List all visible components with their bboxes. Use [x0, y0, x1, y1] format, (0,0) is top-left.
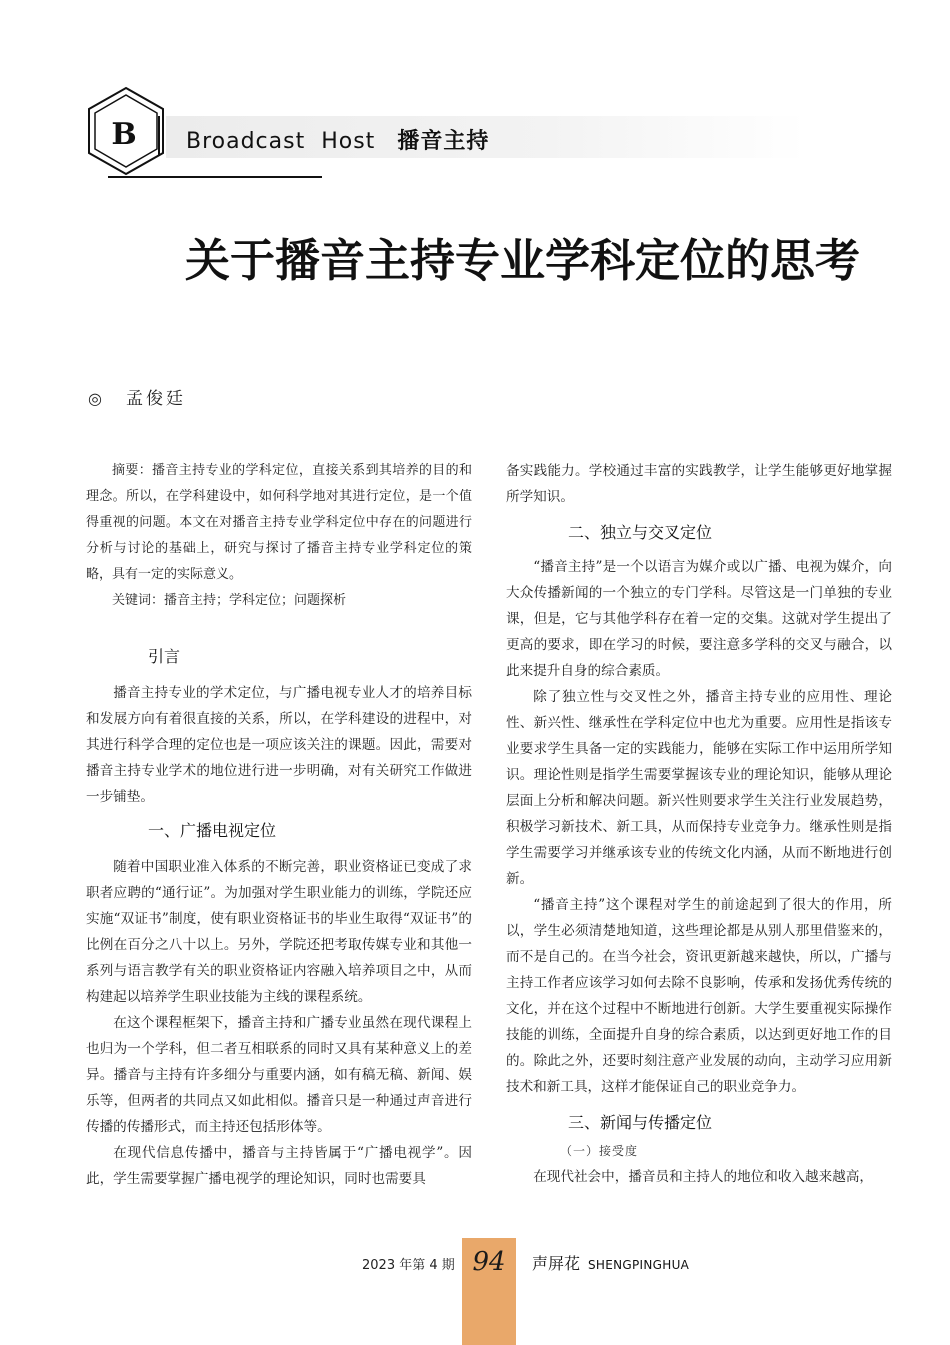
intro-heading: 引言	[148, 647, 181, 666]
byline	[88, 384, 186, 409]
issue-label: 2023 年第 4 期	[362, 1258, 455, 1273]
section-1-heading: 一、广播电视定位	[148, 821, 277, 840]
left-column	[86, 458, 472, 1192]
paragraph: 随着中国职业准入体系的不断完善，职业资格证已变成了求职者应聘的“通行证”。为加强对学生职业能力的训练，学院还应实施“双证书”制度，使有职业资格证书的毕业生取得“双证书”的比例在百分之八十以上。另外，学院还把考取传媒专业和其他一系列与语言教学有关的职业资格证内容融入培养项目之中，从而构建起以培养学生职业技能为主线的课程系统。	[86, 859, 472, 1005]
paragraph: 备实践能力。学校通过丰富的实践教学，让学生能够更好地掌握所学知识。	[506, 463, 892, 505]
right-column	[506, 458, 892, 1190]
section-name-en: Broadcast Host	[186, 129, 376, 154]
magazine-name-en: SHENGPINGHUA	[588, 1258, 690, 1272]
section-name-zh: 播音主持	[397, 129, 490, 154]
paragraph: 在现代信息传播中，播音与主持皆属于“广播电视学”。因此，学生需要掌握广播电视学的理论知识，同时也需要具	[86, 1145, 472, 1187]
subsection-heading: （一）接受度	[560, 1144, 639, 1158]
header-rule	[108, 176, 322, 178]
section-badge-hexagon	[86, 86, 166, 176]
section-3-heading: 三、新闻与传播定位	[568, 1113, 713, 1132]
paragraph: 播音主持专业的学术定位，与广播电视专业人才的培养目标和发展方向有着很直接的关系，所以，在学科建设的进程中，对其进行科学合理的定位也是一项应该关注的课题。因此，需要对播音主持专业学术的地位进行进一步明确，对有关研究工作做进一步铺垫。	[86, 685, 472, 805]
keywords: 关键词：播音主持；学科定位；问题探析	[112, 593, 347, 608]
section-header	[186, 124, 489, 155]
magazine-name-zh: 声屏花	[532, 1254, 581, 1273]
badge-letter: B	[111, 117, 137, 152]
article-title: 关于播音主持专业学科定位的思考	[185, 234, 861, 287]
magazine-name	[532, 1251, 689, 1274]
paragraph: 在现代社会中，播音员和主持人的地位和收入越来越高，	[533, 1169, 874, 1185]
paragraph: 除了独立性与交叉性之外，播音主持专业的应用性、理论性、新兴性、继承性在学科定位中也尤为重要。应用性是指该专业要求学生具备一定的实践能力，能够在实际工作中运用所学知识。理论性则是指学生需要掌握该专业的理论知识，能够从理论层面上分析和解决问题。新兴性则要求学生关注行业发展趋势，积极学习新技术、新工具，从而保持专业竞争力。继承性则是指学生需要学习并继承该专业的传统文化内涵，从而不断地进行创新。	[506, 689, 892, 887]
abstract-text: 摘要：播音主持专业的学科定位，直接关系到其培养的目的和理念。所以，在学科建设中，如何科学地对其进行定位，是一个值得重视的问题。本文在对播音主持专业学科定位中存在的问题进行分析与讨论的基础上，研究与探讨了播音主持专业学科定位的策略，具有一定的实际意义。	[86, 463, 472, 582]
author-name: 孟俊廷	[125, 389, 186, 409]
byline-symbol: ◎	[88, 389, 102, 408]
paragraph: “播音主持”这个课程对学生的前途起到了很大的作用，所以，学生必须清楚地知道，这些理论都是从别人那里借鉴来的，而不是自己的。在当今社会，资讯更新越来越快，所以，广播与主持工作者应该学习如何去除不良影响，传承和发扬优秀传统的文化，并在这个过程中不断地进行创新。大学生要重视实际操作技能的训练，全面提升自身的综合素质，以达到更好地工作的目的。除此之外，还要时刻注意产业发展的动向，主动学习应用新技术和新工具，这样才能保证自己的职业竞争力。	[506, 897, 892, 1095]
page-number: 94	[472, 1247, 506, 1277]
paragraph: 在这个课程框架下，播音主持和广播专业虽然在现代课程上也归为一个学科，但二者互相联系的同时又具有某种意义上的差异。播音与主持有许多细分与重要内涵，如有稿无稿、新闻、娱乐等，但两者的共同点又如此相似。播音只是一种通过声音进行传播的传播形式，而主持还包括形体等。	[86, 1015, 472, 1135]
abstract	[86, 458, 472, 588]
section-2-heading: 二、独立与交叉定位	[568, 523, 713, 542]
paragraph: “播音主持”是一个以语言为媒介或以广播、电视为媒介，向大众传播新闻的一个独立的专门学科。尽管这是一门单独的专业课，但是，它与其他学科存在着一定的交集。这就对学生提出了更高的要求，即在学习的时候，要注意多学科的交叉与融合，以此来提升自身的综合素质。	[506, 559, 892, 679]
